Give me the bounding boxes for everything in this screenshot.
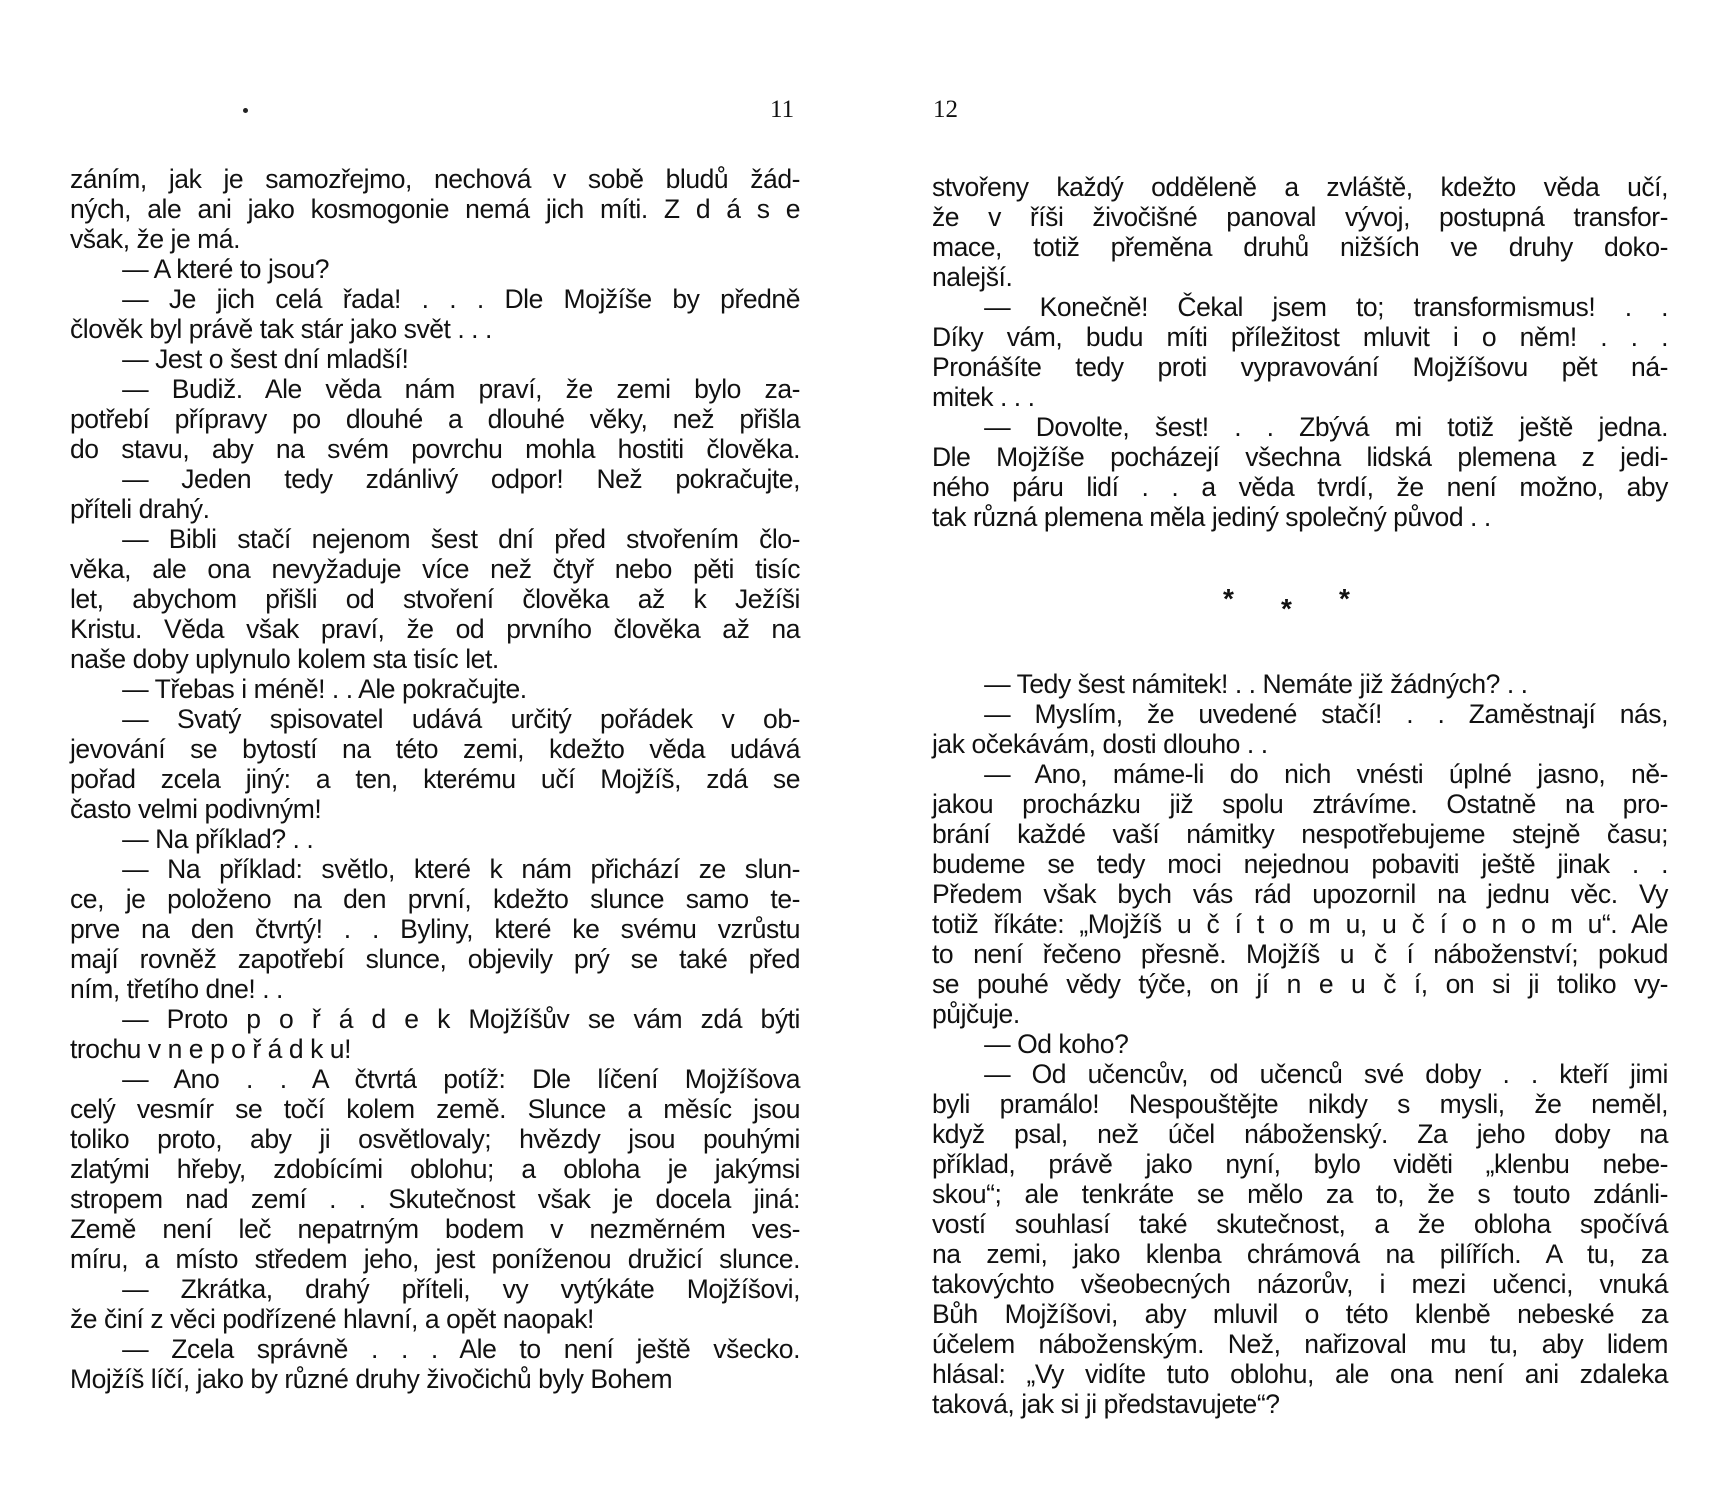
left-page-text (70, 164, 800, 1394)
separator-asterisk: * (1339, 583, 1350, 614)
text-line: — Třebas i méně! . . Ale pokračujte. (70, 674, 527, 704)
right-page-text-top (932, 172, 1668, 532)
text-line: — Zcela správně . . . Ale to není ještě všecko. (70, 1334, 800, 1364)
text-line: pořad zcela jiný: a ten, kterému učí Mojžíš, zdá se (70, 764, 800, 794)
text-line: — Myslím, že uvedené stačí! . . Zaměstnají nás, (932, 699, 1668, 729)
text-line: na zemi, jako klenba chrámová na pilířích. A tu, za (932, 1239, 1668, 1269)
text-line: — Od koho? (932, 1029, 1129, 1059)
text-line: ného páru lidí . . a věda tvrdí, že není možno, aby (932, 472, 1668, 502)
text-line: — Jeden tedy zdánlivý odpor! Než pokračujte, (70, 464, 800, 494)
text-line: tak různá plemena měla jediný společný původ . . (932, 502, 1491, 532)
page-number-left: 11 (770, 96, 795, 123)
text-line: když psal, než účel náboženský. Za jeho doby na (932, 1119, 1668, 1149)
page-number-right: 12 (933, 96, 958, 123)
text-line: Kristu. Věda však praví, že od prvního člověka až na (70, 614, 800, 644)
text-line: totiž říkáte: „Mojžíš u č í t o m u, u č í o n o m u“. Ale (932, 909, 1668, 939)
text-line: Předem však bych vás rád upozornil na jednu věc. Vy (932, 879, 1668, 909)
text-line: — Svatý spisovatel udává určitý pořádek v ob- (70, 704, 800, 734)
text-line: jak očekávám, dosti dlouho . . (932, 729, 1268, 759)
right-page-text-bottom (932, 669, 1668, 1419)
text-line: mitek . . . (932, 382, 1035, 412)
text-line: stvořeny každý odděleně a zvláště, kdežto věda učí, (932, 172, 1668, 202)
text-line: byli pramálo! Nespouštějte nikdy s mysli, že neměl, (932, 1089, 1668, 1119)
text-line: takovýchto všeobecných názorův, i mezi učenci, vnuká (932, 1269, 1668, 1299)
stray-dot (243, 108, 248, 113)
text-line: však, že je má. (70, 224, 240, 254)
text-line: — Je jich celá řada! . . . Dle Mojžíše by předně (70, 284, 800, 314)
text-line: potřebí přípravy po dlouhé a dlouhé věky, než přišla (70, 404, 800, 434)
text-line: — Proto p o ř á d e k Mojžíšův se vám zdá býti (70, 1004, 800, 1034)
text-line: — Ano, máme-li do nich vnésti úplné jasno, ně- (932, 759, 1668, 789)
text-line: hlásal: „Vy vidíte tuto oblohu, ale ona není ani zdaleka (932, 1359, 1668, 1389)
text-line: že v říši živočišné panoval vývoj, postupná transfor- (932, 202, 1668, 232)
separator-asterisk: * (1223, 583, 1234, 614)
text-line: mají rovněž zapotřebí slunce, objevily prý se také před (70, 944, 800, 974)
text-line: taková, jak si ji představujete“? (932, 1389, 1280, 1419)
text-line: Bůh Mojžíšovi, aby mluvil o této klenbě nebeské za (932, 1299, 1668, 1329)
text-line: — Bibli stačí nejenom šest dní před stvořením člo- (70, 524, 800, 554)
text-line: — Tedy šest námitek! . . Nemáte již žádných? . . (932, 669, 1528, 699)
text-line: stropem nad zemí . . Skutečnost však je docela jiná: (70, 1184, 800, 1214)
separator-asterisk: * (1281, 593, 1292, 624)
text-line: ce, je položeno na den první, kdežto slunce samo te- (70, 884, 800, 914)
text-line: ním, třetího dne! . . (70, 974, 283, 1004)
text-line: toliko proto, aby ji osvětlovaly; hvězdy jsou pouhými (70, 1124, 800, 1154)
text-line: ných, ale ani jako kosmogonie nemá jich míti. Z d á s e (70, 194, 800, 224)
text-line: příteli drahý. (70, 494, 210, 524)
text-line: příklad, právě jako nyní, bylo viděti „klenbu nebe- (932, 1149, 1668, 1179)
text-line: mace, totiž přeměna druhů nižších ve druhy doko- (932, 232, 1668, 262)
text-line: Země není leč nepatrným bodem v nezměrném ves- (70, 1214, 800, 1244)
text-line: Mojžíš líčí, jako by různé druhy živočichů byly Bohem (70, 1364, 673, 1394)
text-line: — Na příklad: světlo, které k nám přichází ze slun- (70, 854, 800, 884)
text-line: často velmi podivným! (70, 794, 322, 824)
text-line: — Dovolte, šest! . . Zbývá mi totiž ještě jedna. (932, 412, 1668, 442)
text-line: prve na den čtvrtý! . . Byliny, které ke svému vzrůstu (70, 914, 800, 944)
text-line: let, abychom přišli od stvoření člověka až k Ježíši (70, 584, 800, 614)
section-separator (1223, 583, 1373, 623)
text-line: celý vesmír se točí kolem země. Slunce a měsíc jsou (70, 1094, 800, 1124)
text-line: do stavu, aby na svém povrchu mohla hostiti člověka. (70, 434, 800, 464)
text-line: — Konečně! Čekal jsem to; transformismus! . . (932, 292, 1668, 322)
text-line: jevování se bytostí na této zemi, kdežto věda udává (70, 734, 800, 764)
text-line: Pronášíte tedy proti vypravování Mojžíšovu pět ná- (932, 352, 1668, 382)
text-line: — Jest o šest dní mladší! (70, 344, 409, 374)
text-line: brání každé vaší námitky nespotřebujeme stejně času; (932, 819, 1668, 849)
text-line: půjčuje. (932, 999, 1020, 1029)
text-line: — Na příklad? . . (70, 824, 314, 854)
text-line: zlatými hřeby, zdobícími oblohu; a obloha je jakýmsi (70, 1154, 800, 1184)
text-line: — Budiž. Ale věda nám praví, že zemi bylo za- (70, 374, 800, 404)
text-line: účelem náboženským. Než, nařizoval mu tu, aby lidem (932, 1329, 1668, 1359)
text-line: naše doby uplynulo kolem sta tisíc let. (70, 644, 499, 674)
text-line: budeme se tedy moci nejednou pobaviti ještě jinak . . (932, 849, 1668, 879)
right-page (861, 0, 1722, 1500)
text-line: člověk byl právě tak stár jako svět . . . (70, 314, 492, 344)
text-line: se pouhé vědy týče, on jí n e u č í, on si ji toliko vy- (932, 969, 1668, 999)
text-line: nalejší. (932, 262, 1013, 292)
text-line: Díky vám, budu míti příležitost mluvit i o něm! . . . (932, 322, 1668, 352)
text-line: skou“; ale tenkráte se mělo za to, že s touto zdánli- (932, 1179, 1668, 1209)
text-line: — Ano . . A čtvrtá potíž: Dle líčení Mojžíšova (70, 1064, 800, 1094)
text-line: — Od učencův, od učenců své doby . . kteří jimi (932, 1059, 1668, 1089)
text-line: záním, jak je samozřejmo, nechová v sobě bludů žád- (70, 164, 800, 194)
text-line: to není řečeno přesně. Mojžíš u č í náboženství; pokud (932, 939, 1668, 969)
text-line: — Zkrátka, drahý příteli, vy vytýkáte Mojžíšovi, (70, 1274, 800, 1304)
text-line: jakou procházku již spolu ztrávíme. Ostatně na pro- (932, 789, 1668, 819)
text-line: věka, ale ona nevyžaduje více než čtyř nebo pěti tisíc (70, 554, 800, 584)
text-line: — A které to jsou? (70, 254, 330, 284)
text-line: míru, a místo středem jeho, jest poníženou družicí slunce. (70, 1244, 800, 1274)
text-line: že činí z věci podřízené hlavní, a opět naopak! (70, 1304, 594, 1334)
text-line: trochu v n e p o ř á d k u! (70, 1034, 351, 1064)
text-line: Dle Mojžíše pocházejí všechna lidská plemena z jedi- (932, 442, 1668, 472)
text-line: vostí souhlasí také skutečnost, a že obloha spočívá (932, 1209, 1668, 1239)
